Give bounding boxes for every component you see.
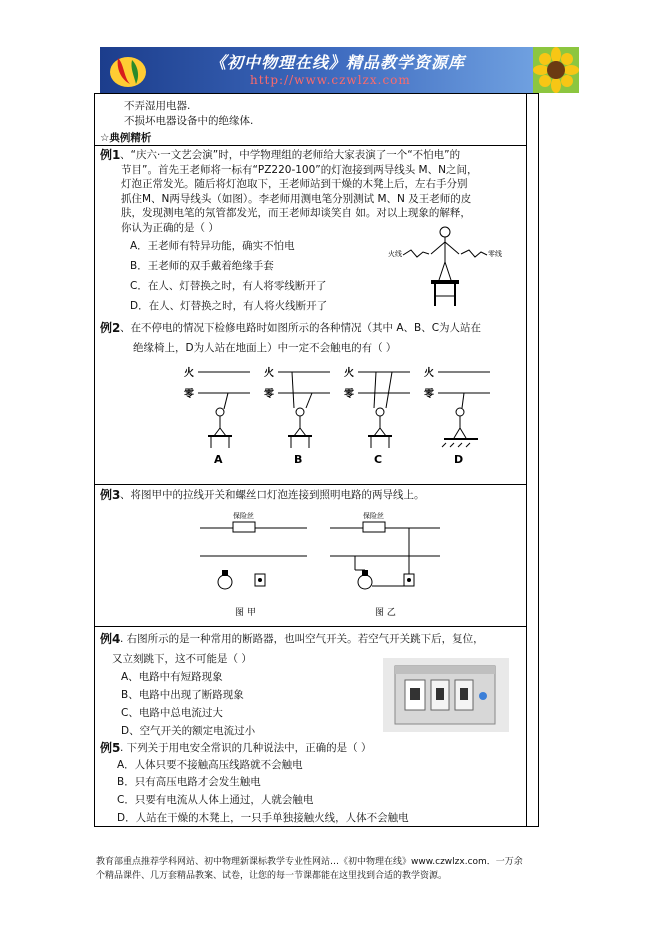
example-label: 例1 — [100, 148, 121, 162]
fuse-label: 保险丝 — [233, 512, 254, 520]
ex4-option: B、电路中出现了断路现象 — [121, 689, 244, 701]
ex1-option: A．王老师有特异功能，确实不怕电 — [130, 240, 295, 252]
case-b — [264, 366, 330, 466]
ex4-text-line: 又立刻跳下，这不可能是（ ） — [112, 653, 252, 665]
ex1-option: B．王老师的双手戴着绝缘手套 — [130, 260, 274, 272]
case-c — [344, 366, 410, 466]
site-title: 《初中物理在线》精品教学资源库 — [210, 53, 466, 72]
example-label: 例4 — [100, 632, 121, 646]
case-d — [424, 366, 490, 466]
figure-letter: C — [374, 453, 383, 466]
example-label: 例3 — [100, 488, 121, 502]
ex1-text-line: 节目”。首先王老师将一标有“PZ220-100”的灯泡接到两导线头 M、N之间， — [121, 164, 478, 176]
footer-line: 个精品课件、几万套精品教案、试卷，让您的每一节课都能在这里找到合适的教学资源。 — [96, 871, 448, 881]
ex1-text-line: 灯泡正常发光。随后将灯泡取下，王老师站到干燥的木凳上后，左右手分别 — [121, 178, 468, 190]
ex1-text-line: 肤，发现测电笔的氖管都发光，而王老师却谈笑自 如。对以上现象的解释， — [121, 207, 471, 219]
ex4-text-line: . 右图所示的是一种常用的断路器，也叫空气开关。若空气开关跳下后，复位， — [120, 633, 484, 645]
ex5-option: B．只有高压电路才会发生触电 — [117, 776, 261, 788]
ex2-figure-four-cases — [180, 364, 505, 466]
figure-letter: A — [214, 453, 223, 466]
ex1-option: C．在人、灯替换之时，有人将零线断开了 — [130, 280, 327, 292]
ex5-option: A．人体只要不接触高压线路就不会触电 — [117, 759, 303, 771]
ex1-text-line: 你认为正确的是（ ） — [121, 222, 219, 234]
footer-line: 教育部重点推荐学科网站、初中物理新课标教学专业性网站…《初中物理在线》www.czwlzx.com．一万余 — [96, 857, 523, 867]
ex5-text: . 下列关于用电安全常识的几种说法中，正确的是（ ） — [120, 742, 372, 754]
ex5-option: C．只要有电流从人体上通过，人就会触电 — [117, 794, 314, 806]
ex1-figure-teacher-on-stool — [385, 222, 510, 310]
wire-label-live: 火 — [424, 368, 434, 379]
ex3-figure-wiring — [195, 508, 445, 620]
wire-label-live: 火 — [264, 368, 274, 379]
neutral-wire-label: 零线 — [488, 250, 502, 258]
ex5-option: D．人站在干燥的木凳上，一只手单独接触火线，人体不会触电 — [117, 812, 409, 824]
diagram-jia — [200, 511, 307, 618]
ex2-text-line: 、在不停电的情况下检修电路时如图所示的各种情况（其中 A、B、C为人站在 — [120, 322, 482, 334]
wire-label-neutral: 零 — [424, 389, 434, 400]
wire-label-live: 火 — [344, 368, 354, 379]
example-label: 例2 — [100, 321, 121, 335]
fuse-label: 保险丝 — [363, 512, 384, 520]
case-a — [184, 366, 250, 466]
intro-line: 不弄湿用电器. — [124, 100, 191, 112]
ex1-text-line: 抓住M、N两导线头（如图）。李老师用测电笔分别测试 M、N 及王老师的皮 — [121, 193, 472, 205]
row-divider — [94, 145, 527, 146]
row-divider — [94, 626, 527, 627]
example-label: 例5 — [100, 741, 121, 755]
wire-label-neutral: 零 — [344, 389, 354, 400]
ex1-option: D．在人、灯替换之时，有人将火线断开了 — [130, 300, 328, 312]
ex3-text: 、将图甲中的拉线开关和螺丝口灯泡连接到照明电路的两导线上。 — [120, 489, 425, 501]
diagram-yi — [330, 511, 440, 618]
wire-label-neutral: 零 — [184, 389, 194, 400]
figure-letter: B — [294, 453, 303, 466]
live-wire-label: 火线 — [388, 250, 402, 258]
sunflower-image — [533, 47, 579, 93]
site-url[interactable]: http://www.czwlzx.com — [250, 73, 411, 87]
ex1-text-line: 、“庆六·一文艺会演”时，中学物理组的老师给大家表演了一个“不怕电”的 — [120, 149, 461, 161]
figure-letter: D — [454, 453, 464, 466]
ex4-option: A、电路中有短路现象 — [121, 671, 223, 683]
site-logo — [108, 50, 148, 90]
side-column-divider — [526, 93, 527, 827]
header-banner — [100, 47, 533, 93]
ex4-option: C、电路中总电流过大 — [121, 707, 223, 719]
figure-caption: 图 甲 — [235, 608, 256, 618]
wire-label-live: 火 — [184, 368, 194, 379]
row-divider — [94, 484, 527, 485]
intro-line: 不损坏电器设备中的绝缘体. — [124, 115, 254, 127]
ex2-text-line: 绝缘椅上，D为人站在地面上）中一定不会触电的有（ ） — [133, 342, 397, 354]
circuit-breaker-photo — [383, 658, 509, 732]
ex4-option: D、空气开关的额定电流过小 — [121, 725, 256, 737]
figure-caption: 图 乙 — [375, 608, 396, 618]
wire-label-neutral: 零 — [264, 389, 274, 400]
section-title: ☆典例精析 — [100, 132, 152, 144]
